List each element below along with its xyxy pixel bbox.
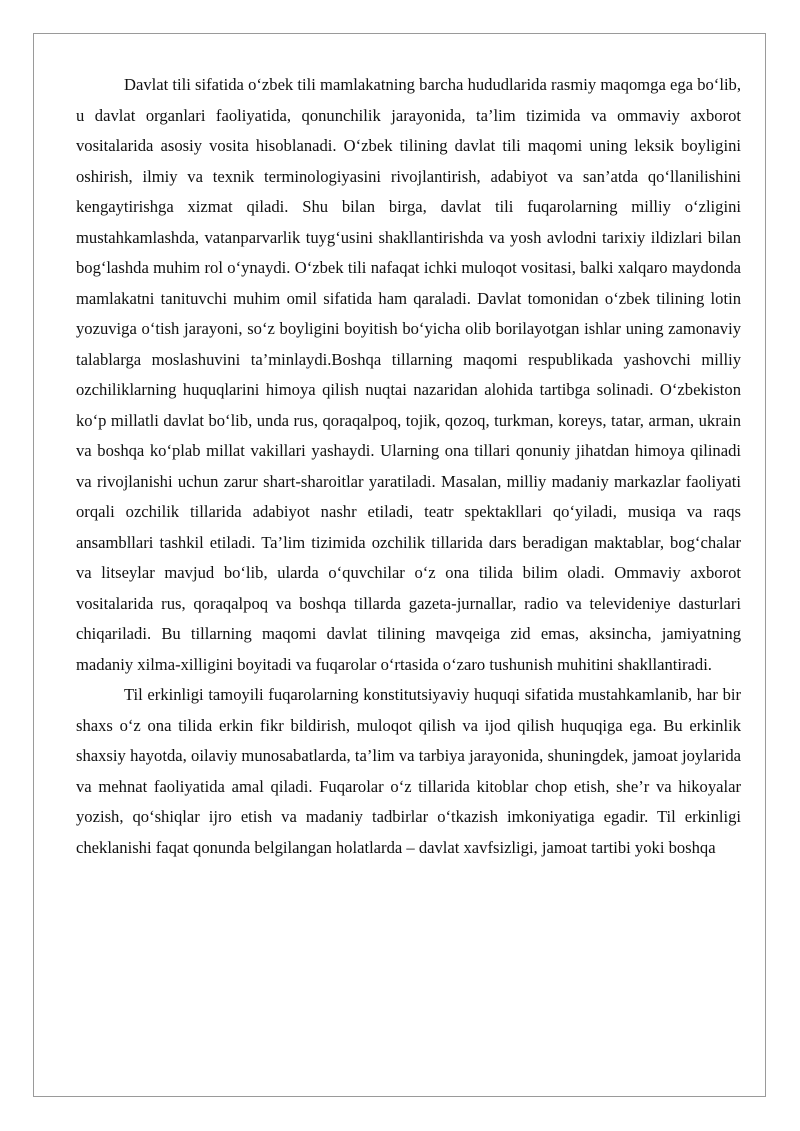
document-body: [76, 70, 741, 863]
paragraph-1: Davlat tili sifatida o‘zbek tili mamlakatning barcha hududlarida rasmiy maqomga ega bo‘lib, u davlat organlari faoliyatida, qonunchilik jarayonida, ta’lim tizimida va ommaviy axborot vositalarida asosiy vosita hisoblanadi. O‘zbek tilining davlat tili maqomi uning leksik boyligini oshirish, ilmiy va texnik terminologiyasini rivojlantirish, adabiyot va san’atda qo‘llanilishini kengaytirishga xizmat qiladi. Shu bilan birga, davlat tili fuqarolarning milliy o‘zligini mustahkamlashda, vatanparvarlik tuyg‘usini shakllantirishda va yosh avlodni tarixiy ildizlari bilan bog‘lashda muhim rol o‘ynaydi. O‘zbek tili nafaqat ichki muloqot vositasi, balki xalqaro maydonda mamlakatni tanituvchi muhim omil sifatida ham qaraladi. Davlat tomonidan o‘zbek tilining lotin yozuviga o‘tish jarayoni, so‘z boyligini boyitish bo‘yicha olib borilayotgan ishlar uning zamonaviy talablarga moslashuvini ta’minlaydi.Boshqa tillarning maqomi respublikada yashovchi milliy ozchiliklarning huquqlarini himoya qilish nuqtai nazaridan alohida tartibga solinadi. O‘zbekiston ko‘p millatli davlat bo‘lib, unda rus, qoraqalpoq, tojik, qozoq, turkman, koreys, tatar, arman, ukrain va boshqa ko‘plab millat vakillari yashaydi. Ularning ona tillari qonuniy jihatdan himoya qilinadi va rivojlanishi uchun zarur shart-sharoitlar yaratiladi. Masalan, milliy madaniy markazlar faoliyati orqali ozchilik tillarida adabiyot nashr etiladi, teatr spektakllari qo‘yiladi, musiqa va raqs ansambllari tashkil etiladi. Ta’lim tizimida ozchilik tillarida dars beradigan maktablar, bog‘chalar va litseylar mavjud bo‘lib, ularda o‘quvchilar o‘z ona tilida bilim oladi. Ommaviy axborot vositalarida rus, qoraqalpoq va boshqa tillarda gazeta-jurnallar, radio va televideniye dasturlari chiqariladi. Bu tillarning maqomi davlat tilining mavqeiga zid emas, aksincha, jamiyatning madaniy xilma-xilligini boyitadi va fuqarolar o‘rtasida o‘zaro tushunish muhitini shakllantiradi.: [76, 75, 741, 674]
paragraph-2: Til erkinligi tamoyili fuqarolarning konstitutsiyaviy huquqi sifatida mustahkamlanib, har bir shaxs o‘z ona tilida erkin fikr bildirish, muloqot qilish va ijod qilish huquqiga ega. Bu erkinlik shaxsiy hayotda, oilaviy munosabatlarda, ta’lim va tarbiya jarayonida, shuningdek, jamoat joylarida va mehnat faoliyatida amal qiladi. Fuqarolar o‘z tillarida kitoblar chop etish, she’r va hikoyalar yozish, qo‘shiqlar ijro etish va madaniy tadbirlar o‘tkazish imkoniyatiga egadir. Til erkinligi cheklanishi faqat qonunda belgilangan holatlarda – davlat xavfsizligi, jamoat tartibi yoki boshqa: [76, 685, 741, 857]
